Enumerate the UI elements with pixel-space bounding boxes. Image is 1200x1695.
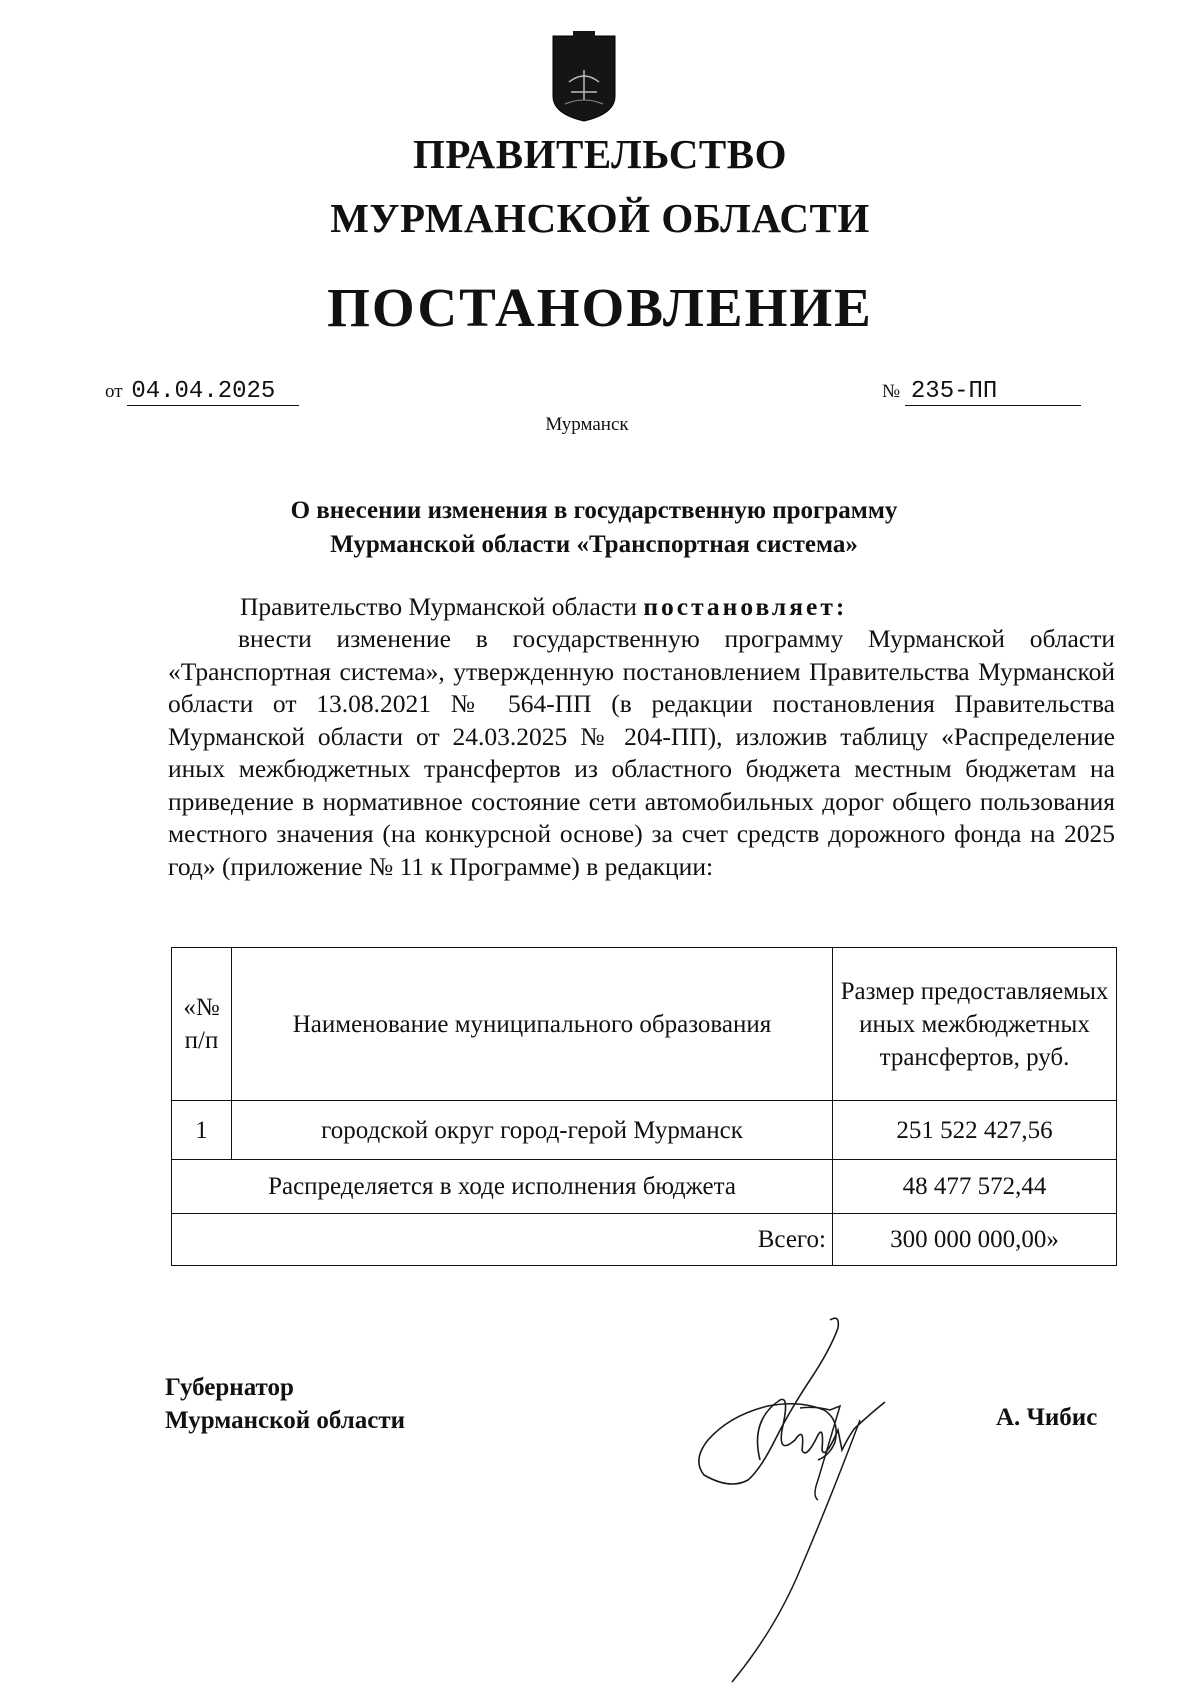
handwritten-signature [690, 1310, 940, 1690]
table-row [172, 1101, 1117, 1160]
date-value: 04.04.2025 [127, 378, 299, 406]
row-amount: 251 522 427,56 [833, 1101, 1117, 1160]
main-paragraph: внести изменение в государственную программу Мурманской области «Транспортная система», утвержденную постановлением Правительства Мурманской области от 13.08.2021 № 564-ПП (в редакции постановления Правительства Мурманской области от 24.03.2025 № 204-ПП), изложив таблицу «Распределение иных межбюджетных трансфертов из областного бюджета местным бюджетам на приведение в нормативное состояние сети автомобильных дорог общего пользования местного значения (на конкурсной основе) за счет средств дорожного фонда на 2025 год» (приложение № 11 к Программе) в редакции: [168, 624, 1115, 881]
table-header-row [172, 948, 1117, 1101]
total-label: Всего: [172, 1214, 833, 1266]
distributed-label: Распределяется в ходе исполнения бюджета [172, 1160, 833, 1214]
preamble [240, 591, 1187, 624]
preamble-text: Правительство Мурманской области [240, 592, 637, 621]
subject-line2: Мурманской области «Транспортная система» [330, 531, 858, 558]
government-name-line1: ПРАВИТЕЛЬСТВО [412, 131, 788, 177]
signatory-name: А. Чибис [996, 1404, 1098, 1431]
date-prefix: от [105, 381, 123, 402]
header-municipality: Наименование муниципального образования [232, 948, 833, 1101]
signatory-title-line2: Мурманской области [165, 1407, 406, 1434]
document-type-title: ПОСТАНОВЛЕНИЕ [327, 277, 873, 338]
decree-number [882, 378, 1081, 406]
city-name: Мурманск [545, 414, 629, 435]
table-row-total [172, 1214, 1117, 1266]
header-amount: Размер предоставляемых иных межбюджетных трансфертов, руб. [833, 948, 1117, 1101]
row-municipality: городской округ город-герой Мурманск [232, 1101, 833, 1160]
signatory-title [165, 1371, 405, 1437]
decree-date [105, 378, 299, 406]
number-value: 235-ПП [905, 378, 1081, 406]
subject-line1: О внесении изменения в государственную программу [290, 497, 898, 524]
header-num: «№ п/п [172, 948, 232, 1101]
government-name-line2: МУРМАНСКОЙ ОБЛАСТИ [330, 195, 870, 241]
transfers-table [171, 947, 1117, 1266]
signatory-title-line1: Губернатор [165, 1374, 294, 1401]
row-num: 1 [172, 1101, 232, 1160]
total-amount: 300 000 000,00» [833, 1214, 1117, 1266]
number-prefix: № [882, 381, 901, 402]
coat-of-arms-emblem [547, 30, 621, 123]
distributed-amount: 48 477 572,44 [833, 1160, 1117, 1214]
preamble-verb: постановляет: [643, 592, 848, 621]
decree-subject [0, 494, 1188, 562]
table-row-distributed [172, 1160, 1117, 1214]
